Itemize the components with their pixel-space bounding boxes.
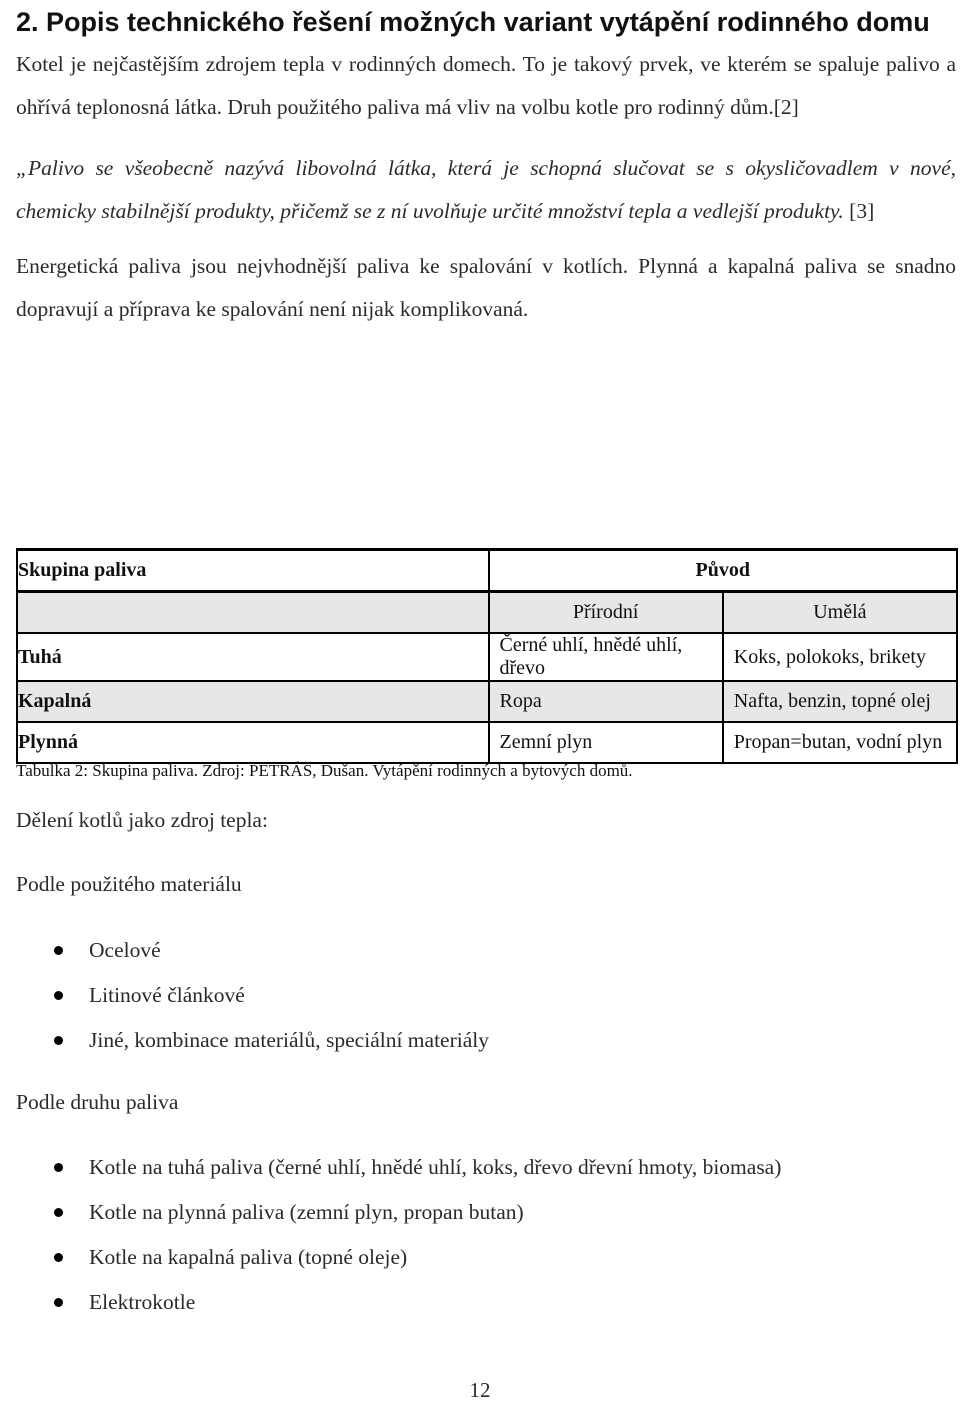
bullet-icon xyxy=(54,1298,63,1307)
paragraph-boiler-intro: Kotel je nejčastějším zdrojem tepla v rodinných domech. To je takový prvek, ve kterém se spaluje palivo a ohřívá teplonosná látka. Druh použitého paliva má vliv na volbu kotle pro rodinný dům.[2] xyxy=(16,52,956,119)
table-subheader-row xyxy=(17,592,957,634)
subheader-natural: Přírodní xyxy=(489,592,723,634)
list-item: Kotle na plynná paliva (zemní plyn, propan butan) xyxy=(16,1200,781,1245)
by-material-title: Podle použitého materiálu xyxy=(16,872,242,896)
bullet-icon xyxy=(54,991,63,1000)
subheader-artificial: Umělá xyxy=(723,592,957,634)
row-natural: Černé uhlí, hnědé uhlí, dřevo xyxy=(489,633,723,681)
row-group: Tuhá xyxy=(17,633,489,681)
row-artificial: Propan=butan, vodní plyn xyxy=(723,722,957,763)
row-artificial: Koks, polokoks, brikety xyxy=(723,633,957,681)
table-header-row xyxy=(17,550,957,592)
bullet-icon xyxy=(54,946,63,955)
list-item: Ocelové xyxy=(16,938,489,983)
list-item: Litinové článkové xyxy=(16,983,489,1028)
header-fuel-group: Skupina paliva xyxy=(17,550,489,592)
paragraph-energy-fuels: Energetická paliva jsou nejvhodnější paliva ke spalování v kotlích. Plynná a kapalná paliva se snadno dopravují a příprava ke spalování není nijak komplikovaná. xyxy=(16,254,956,321)
row-group: Kapalná xyxy=(17,681,489,722)
bullet-icon xyxy=(54,1163,63,1172)
by-fuel-title: Podle druhu paliva xyxy=(16,1090,179,1114)
fuel-group-table xyxy=(16,548,958,764)
bullet-icon xyxy=(54,1253,63,1262)
bullet-icon xyxy=(54,1208,63,1217)
fuel-definition-quote: „Palivo se všeobecně nazývá libovolná látka, která je schopná slučovat se s okysličovadlem v nové, chemicky stabilnější produkty, přičemž se z ní uvolňuje určité množství tepla a vedlejší produkty. xyxy=(16,156,956,223)
table-row xyxy=(17,633,957,681)
row-natural: Zemní plyn xyxy=(489,722,723,763)
division-title: Dělení kotlů jako zdroj tepla: xyxy=(16,808,268,832)
page-number: 12 xyxy=(469,1378,491,1402)
list-item: Kotle na tuhá paliva (černé uhlí, hnědé uhlí, koks, dřevo dřevní hmoty, biomasa) xyxy=(16,1155,781,1200)
row-natural: Ropa xyxy=(489,681,723,722)
material-list xyxy=(16,938,489,1073)
bullet-icon xyxy=(54,1036,63,1045)
subheader-empty xyxy=(17,592,489,634)
table-row xyxy=(17,722,957,763)
list-item: Jiné, kombinace materiálů, speciální materiály xyxy=(16,1028,489,1073)
list-item: Kotle na kapalná paliva (topné oleje) xyxy=(16,1245,781,1290)
section-heading: 2. Popis technického řešení možných variant vytápění rodinného domu xyxy=(16,7,930,37)
row-group: Plynná xyxy=(17,722,489,763)
document-page xyxy=(16,0,956,1314)
fuel-boiler-list xyxy=(16,1155,781,1335)
row-artificial: Nafta, benzin, topné olej xyxy=(723,681,957,722)
citation-ref: [3] xyxy=(843,199,875,223)
table-row xyxy=(17,681,957,722)
paragraph-fuel-definition xyxy=(16,147,956,233)
list-item: Elektrokotle xyxy=(16,1290,781,1335)
header-origin: Původ xyxy=(489,550,957,592)
table-caption: Tabulka 2: Skupina paliva. Zdroj: PETRÁŠ, Dušan. Vytápění rodinných a bytových domů. xyxy=(16,761,633,780)
